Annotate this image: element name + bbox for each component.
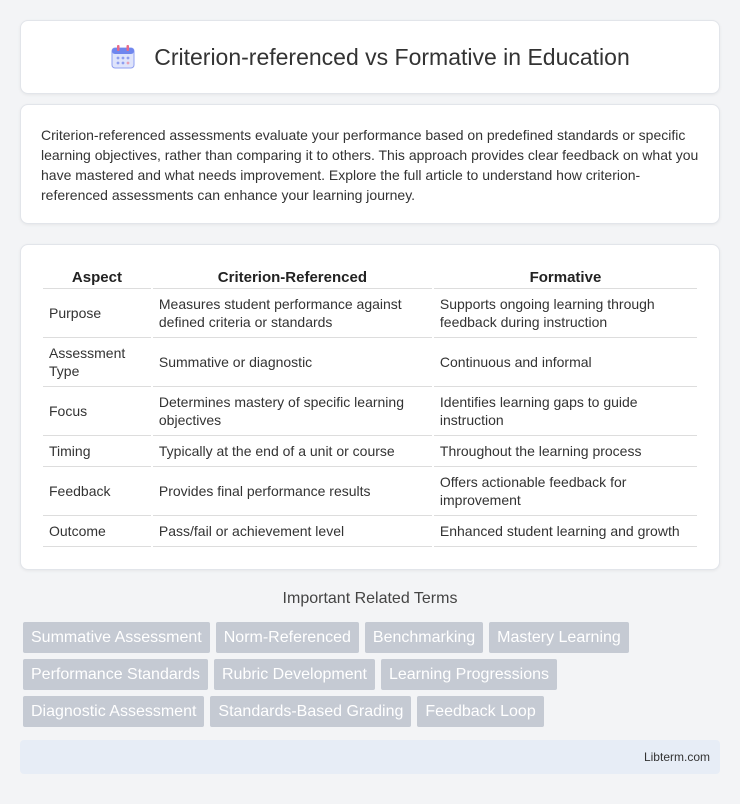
table-cell: Measures student performance against defined criteria or standards: [153, 289, 432, 338]
column-header: Aspect: [43, 265, 151, 289]
column-header: Formative: [434, 265, 697, 289]
header-card: [20, 20, 720, 94]
term-chip[interactable]: Rubric Development: [214, 659, 375, 690]
table-cell: Provides final performance results: [153, 467, 432, 516]
table-cell: Continuous and informal: [434, 338, 697, 387]
table-row: [43, 516, 697, 547]
table-cell: Assessment Type: [43, 338, 151, 387]
table-cell: Throughout the learning process: [434, 436, 697, 467]
term-chip[interactable]: Standards-Based Grading: [210, 696, 411, 727]
table-row: [43, 338, 697, 387]
term-chip[interactable]: Learning Progressions: [381, 659, 557, 690]
table-cell: Identifies learning gaps to guide instruction: [434, 387, 697, 436]
chip-row: [23, 659, 723, 690]
table-cell: Outcome: [43, 516, 151, 547]
table-cell: Determines mastery of specific learning objectives: [153, 387, 432, 436]
term-chip[interactable]: Performance Standards: [23, 659, 208, 690]
footer-site-link[interactable]: Libterm.com: [643, 750, 710, 764]
footer: [20, 740, 720, 774]
term-chip[interactable]: Mastery Learning: [489, 622, 629, 653]
table-cell: Feedback: [43, 467, 151, 516]
table-cell: Summative or diagnostic: [153, 338, 432, 387]
chip-row: [23, 622, 723, 653]
intro-text: Criterion-referenced assessments evaluate your performance based on predefined standards or specific learning objectives, rather than comparing it to others. This approach provides clear feedback on what you have mastered and what needs improvement. Explore the full article to understand how criterion-referenced assessments can enhance your learning journey.: [41, 127, 699, 203]
table-cell: Focus: [43, 387, 151, 436]
page-title: Criterion-referenced vs Formative in Education: [154, 43, 630, 70]
table-cell: Pass/fail or achievement level: [153, 516, 432, 547]
related-terms: [23, 622, 723, 733]
table-row: [43, 387, 697, 436]
table-row: [43, 467, 697, 516]
table-cell: Timing: [43, 436, 151, 467]
term-chip[interactable]: Feedback Loop: [417, 696, 543, 727]
table-cell: Typically at the end of a unit or course: [153, 436, 432, 467]
table-cell: Purpose: [43, 289, 151, 338]
column-header: Criterion-Referenced: [153, 265, 432, 289]
related-terms-title: Important Related Terms: [282, 590, 458, 607]
chip-row: [23, 696, 723, 727]
table-cell: Offers actionable feedback for improvement: [434, 467, 697, 516]
term-chip[interactable]: Diagnostic Assessment: [23, 696, 204, 727]
comparison-table: [41, 265, 699, 547]
table-cell: Supports ongoing learning through feedback during instruction: [434, 289, 697, 338]
table-row: [43, 289, 697, 338]
table-row: [43, 436, 697, 467]
intro-card: [20, 104, 720, 224]
table-cell: Enhanced student learning and growth: [434, 516, 697, 547]
term-chip[interactable]: Summative Assessment: [23, 622, 210, 653]
term-chip[interactable]: Benchmarking: [365, 622, 483, 653]
term-chip[interactable]: Norm-Referenced: [216, 622, 359, 653]
comparison-card: [20, 244, 720, 570]
calendar-icon: [110, 44, 136, 70]
